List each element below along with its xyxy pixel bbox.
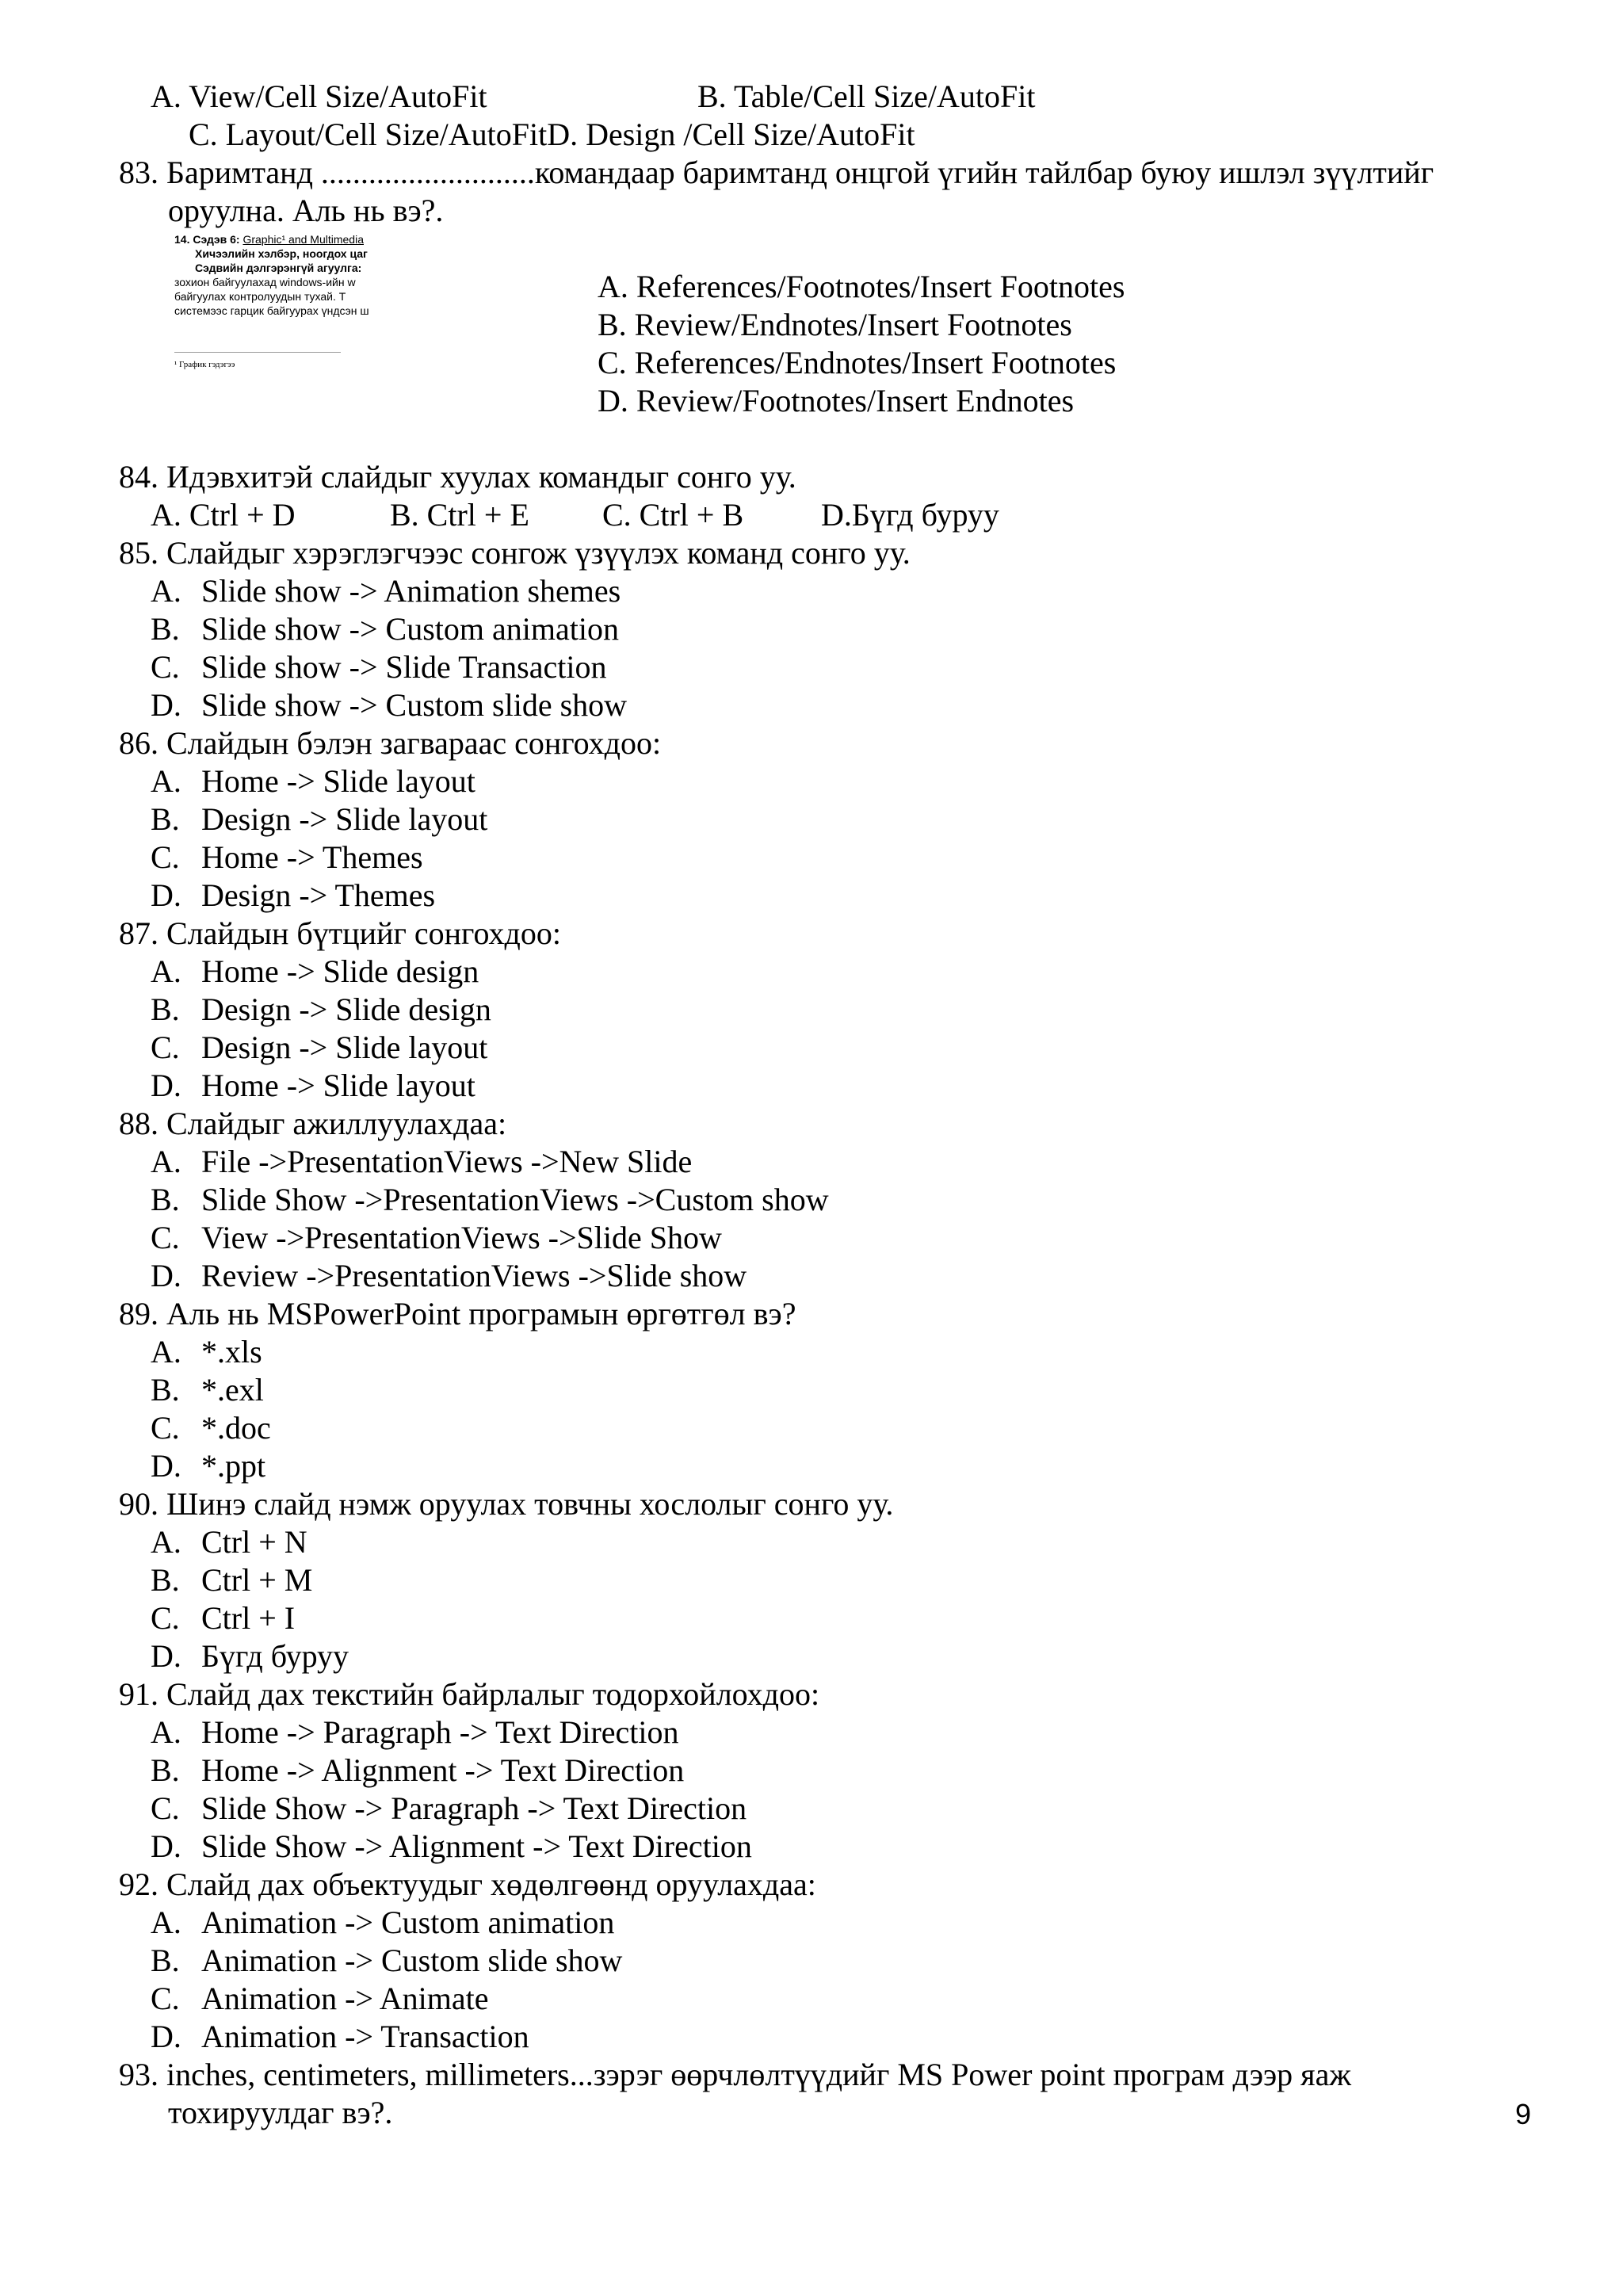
q87-option-a-letter: A. xyxy=(151,953,181,989)
q83-question: 83. Баримтанд ...........................командаар баримтанд онцгой үгийн тайлбар буюу ишлэл зүүлтийг xyxy=(119,155,1434,190)
q88-option-c xyxy=(151,1219,722,1257)
q88-option-b-letter: B. xyxy=(151,1182,180,1217)
q83-option-b: B. Review/Endnotes/Insert Footnotes xyxy=(598,307,1072,342)
q83-option-d: D. Review/Footnotes/Insert Endnotes xyxy=(598,383,1075,418)
thumb-line-3: Сэдвийн дэлгэрэнгүй агуулга: xyxy=(195,262,362,274)
q84-option-a: A. Ctrl + D xyxy=(151,497,296,533)
q91-option-c-text: Slide Show -> Paragraph -> Text Direction xyxy=(201,1790,747,1826)
q85-question: 85. Слайдыг хэрэглэгчээс сонгож үзүүлэх команд сонго уу. xyxy=(119,535,911,571)
q87-option-b-letter: B. xyxy=(151,991,180,1027)
q89-option-c-text: *.doc xyxy=(201,1410,271,1446)
q86-option-b-text: Design -> Slide layout xyxy=(201,801,488,837)
q87-option-c-text: Design -> Slide layout xyxy=(201,1030,488,1065)
thumb-line-2: Хичээлийн хэлбэр, ноогдох цаг xyxy=(195,247,368,260)
q84-option-b: B. Ctrl + E xyxy=(390,497,529,533)
q90-option-b-text: Ctrl + M xyxy=(201,1562,313,1598)
q90-option-a-text: Ctrl + N xyxy=(201,1524,307,1560)
q92-option-b-letter: B. xyxy=(151,1943,180,1978)
q86-option-a-letter: A. xyxy=(151,763,181,799)
q86-option-c-letter: C. xyxy=(151,839,180,875)
q86-option-d xyxy=(151,877,435,915)
q89-option-c xyxy=(151,1409,271,1447)
q91-option-c xyxy=(151,1790,747,1828)
q83-option-c: C. References/Endnotes/Insert Footnotes xyxy=(598,345,1117,380)
q89-option-d-text: *.ppt xyxy=(201,1448,266,1484)
q85-option-c-letter: C. xyxy=(151,649,180,685)
q85-option-b-text: Slide show -> Custom animation xyxy=(201,611,619,647)
q85-option-a xyxy=(151,572,621,610)
q92-option-c xyxy=(151,1980,489,2018)
thumb-link: Graphic¹ and Multimedia xyxy=(242,233,364,246)
q87-option-b-text: Design -> Slide design xyxy=(201,991,491,1027)
q93-question: 93. inches, centimeters, millimeters...зэрэг өөрчлөлтүүдийг MS Power point програм дээр яаж xyxy=(119,2057,1351,2092)
q93-question-cont: тохируулдаг вэ?. xyxy=(168,2095,393,2130)
q91-option-d-text: Slide Show -> Alignment -> Text Direction xyxy=(201,1828,752,1864)
q90-option-c xyxy=(151,1599,295,1637)
q87-option-b xyxy=(151,991,491,1029)
q89-option-b-text: *.exl xyxy=(201,1372,264,1408)
q84-option-c: C. Ctrl + B xyxy=(602,497,744,533)
thumb-line-5: байгуулах контролуудын тухай. Т xyxy=(174,290,346,303)
q89-option-a xyxy=(151,1333,262,1371)
page-number: 9 xyxy=(1515,2098,1532,2130)
q91-option-b-letter: B. xyxy=(151,1752,180,1788)
q82-option-c-d: C. Layout/Cell Size/AutoFitD. Design /Cell Size/AutoFit xyxy=(189,117,915,152)
q85-option-a-text: Slide show -> Animation shemes xyxy=(201,573,621,609)
q88-option-d xyxy=(151,1257,747,1295)
q88-option-d-letter: D. xyxy=(151,1258,181,1293)
q88-option-c-letter: C. xyxy=(151,1220,180,1255)
q88-question: 88. Слайдыг ажиллуулахдаа: xyxy=(119,1106,507,1141)
q86-option-c-text: Home -> Themes xyxy=(201,839,423,875)
q86-option-a xyxy=(151,762,475,800)
q87-option-d xyxy=(151,1067,475,1105)
thumb-line-4: зохион байгуулахад windows-ийн w xyxy=(174,276,356,288)
q85-option-d-letter: D. xyxy=(151,687,181,723)
thumb-footnote-rule xyxy=(174,352,341,353)
q91-option-c-letter: C. xyxy=(151,1790,180,1826)
q92-option-d xyxy=(151,2018,529,2056)
q91-question: 91. Слайд дах текстийн байрлалыг тодорхойлохдоо: xyxy=(119,1676,820,1712)
q90-question: 90. Шинэ слайд нэмж оруулах товчны хослолыг сонго уу. xyxy=(119,1486,894,1522)
q90-option-d-text: Бүгд буруу xyxy=(201,1638,349,1674)
q89-option-c-letter: C. xyxy=(151,1410,180,1446)
q91-option-a xyxy=(151,1713,679,1752)
q92-option-d-letter: D. xyxy=(151,2019,181,2054)
q86-question: 86. Слайдын бэлэн загвараас сонгохдоо: xyxy=(119,725,662,761)
q89-option-d xyxy=(151,1447,265,1485)
q88-option-c-text: View ->PresentationViews ->Slide Show xyxy=(201,1220,722,1255)
q91-option-b-text: Home -> Alignment -> Text Direction xyxy=(201,1752,685,1788)
q90-option-b-letter: B. xyxy=(151,1562,180,1598)
q83-option-a: A. References/Footnotes/Insert Footnotes xyxy=(598,269,1125,304)
q86-option-b-letter: B. xyxy=(151,801,180,837)
q92-question: 92. Слайд дах объектуудыг хөдөлгөөнд оруулахдаа: xyxy=(119,1866,816,1902)
q90-option-d xyxy=(151,1637,349,1675)
q85-option-d-text: Slide show -> Custom slide show xyxy=(201,687,628,723)
q89-option-a-text: *.xls xyxy=(201,1334,262,1370)
q89-option-b xyxy=(151,1371,264,1409)
q85-option-c xyxy=(151,648,606,686)
thumb-line-1: 14. Сэдэв 6: xyxy=(174,233,243,246)
q85-option-c-text: Slide show -> Slide Transaction xyxy=(201,649,607,685)
q92-option-c-text: Animation -> Animate xyxy=(201,1981,489,2016)
q92-option-a-text: Animation -> Custom animation xyxy=(201,1904,615,1940)
q92-option-a xyxy=(151,1904,614,1942)
q82-option-a: A. View/Cell Size/AutoFit xyxy=(151,78,487,114)
q84-question: 84. Идэвхитэй слайдыг хуулах командыг сонго уу. xyxy=(119,459,796,495)
q83-thumbnail-image xyxy=(173,231,420,382)
q86-option-d-text: Design -> Themes xyxy=(201,877,436,913)
q90-option-c-text: Ctrl + I xyxy=(201,1600,296,1636)
q91-option-a-letter: A. xyxy=(151,1714,181,1750)
q88-option-d-text: Review ->PresentationViews ->Slide show xyxy=(201,1258,747,1293)
q82-option-b: B. Table/Cell Size/AutoFit xyxy=(697,78,1036,114)
q92-option-b-text: Animation -> Custom slide show xyxy=(201,1943,623,1978)
q90-option-a xyxy=(151,1523,307,1561)
q91-option-a-text: Home -> Paragraph -> Text Direction xyxy=(201,1714,679,1750)
q83-question-cont: оруулна. Аль нь вэ?. xyxy=(168,193,444,228)
q85-option-b-letter: B. xyxy=(151,611,180,647)
q85-option-d xyxy=(151,686,627,724)
q87-option-d-text: Home -> Slide layout xyxy=(201,1068,475,1103)
q88-option-a-letter: A. xyxy=(151,1144,181,1179)
q89-option-d-letter: D. xyxy=(151,1448,181,1484)
q87-option-d-letter: D. xyxy=(151,1068,181,1103)
thumb-line-6: системээс гарцик байгуурах үндсэн ш xyxy=(174,304,369,317)
q87-option-a xyxy=(151,953,479,991)
q88-option-b-text: Slide Show ->PresentationViews ->Custom show xyxy=(201,1182,829,1217)
q89-question: 89. Аль нь MSPowerPoint програмын өргөтгөл вэ? xyxy=(119,1296,796,1331)
q87-option-a-text: Home -> Slide design xyxy=(201,953,479,989)
q92-option-a-letter: A. xyxy=(151,1904,181,1940)
q89-option-b-letter: B. xyxy=(151,1372,180,1408)
q88-option-a xyxy=(151,1143,692,1181)
q91-option-d xyxy=(151,1828,752,1866)
q86-option-d-letter: D. xyxy=(151,877,181,913)
q90-option-b xyxy=(151,1561,312,1599)
q92-option-d-text: Animation -> Transaction xyxy=(201,2019,529,2054)
q85-option-a-letter: A. xyxy=(151,573,181,609)
q89-option-a-letter: A. xyxy=(151,1334,181,1370)
q87-question: 87. Слайдын бүтцийг сонгохдоо: xyxy=(119,915,561,951)
q91-option-d-letter: D. xyxy=(151,1828,181,1864)
q90-option-d-letter: D. xyxy=(151,1638,181,1674)
q86-option-a-text: Home -> Slide layout xyxy=(201,763,475,799)
q86-option-b xyxy=(151,800,487,839)
q88-option-a-text: File ->PresentationViews ->New Slide xyxy=(201,1144,693,1179)
q84-option-d: D.Бүгд буруу xyxy=(821,497,999,533)
q87-option-c-letter: C. xyxy=(151,1030,180,1065)
q92-option-c-letter: C. xyxy=(151,1981,180,2016)
q90-option-c-letter: C. xyxy=(151,1600,180,1636)
q87-option-c xyxy=(151,1029,487,1067)
q85-option-b xyxy=(151,610,619,648)
thumb-footnote: ¹ График гэдэгээ xyxy=(174,360,235,369)
q86-option-c xyxy=(151,839,423,877)
q88-option-b xyxy=(151,1181,829,1219)
q90-option-a-letter: A. xyxy=(151,1524,181,1560)
q92-option-b xyxy=(151,1942,622,1980)
q91-option-b xyxy=(151,1752,684,1790)
